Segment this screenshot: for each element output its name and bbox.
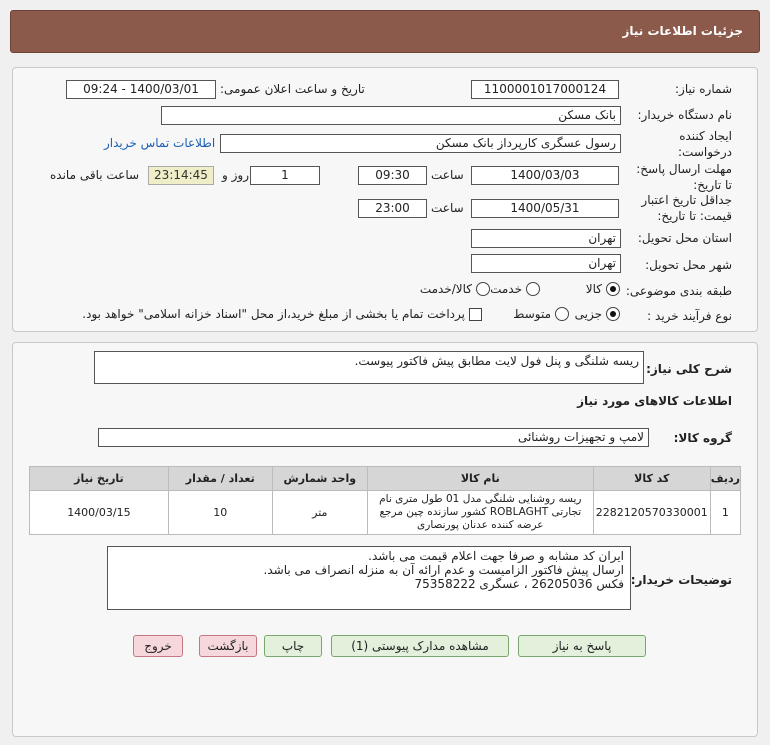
buyer-notes-field xyxy=(107,546,631,610)
need-summary-label: شرح کلی نیاز: xyxy=(646,362,732,376)
column-header: تعداد / مقدار xyxy=(168,467,272,491)
table-header-row xyxy=(30,467,741,491)
deadline-date-field: 1400/03/03 xyxy=(471,166,619,185)
price-validity-time-label: ساعت xyxy=(431,201,464,215)
back-button[interactable]: بازگشت xyxy=(199,635,257,657)
need-date: 1400/03/15 xyxy=(30,491,169,535)
buyer-org-label: نام دستگاه خریدار: xyxy=(637,108,732,122)
buyer-notes-line: ارسال پیش فاکتور الزامیست و عدم ارائه آن به منزله انصراف می باشد. xyxy=(263,563,624,577)
reply-button[interactable]: پاسخ به نیاز xyxy=(518,635,646,657)
radio-icon[interactable] xyxy=(476,282,490,296)
column-header: نام کالا xyxy=(367,467,593,491)
goods-table xyxy=(29,466,741,535)
page-header xyxy=(10,10,760,53)
column-header: واحد شمارش xyxy=(272,467,367,491)
process-type-label: نوع فرآیند خرید : xyxy=(647,309,732,323)
treasury-payment-note: پرداخت تمام یا بخشی از مبلغ خرید،از محل "اسناد خزانه اسلامی" خواهد بود. xyxy=(82,307,465,321)
creator-label: ایجاد کننده درخواست: xyxy=(678,129,732,159)
goods-info-title: اطلاعات کالاهای مورد نیاز xyxy=(577,394,732,408)
radio-icon[interactable] xyxy=(606,307,620,321)
need-summary-field: ریسه شلنگی و پنل فول لایت مطابق پیش فاکتور پیوست. xyxy=(94,351,644,384)
process-option-label: جزیی xyxy=(574,307,602,321)
deadline-time-label: ساعت xyxy=(431,168,464,182)
category-label: طبقه بندی موضوعی: xyxy=(625,284,732,298)
print-button[interactable]: چاپ xyxy=(264,635,322,657)
category-option-goods[interactable] xyxy=(586,282,620,296)
deadline-time-field: 09:30 xyxy=(358,166,427,185)
page-title: جزئیات اطلاعات نیاز xyxy=(622,24,743,38)
category-option-label: خدمت xyxy=(490,282,522,296)
category-option-service[interactable] xyxy=(490,282,540,296)
goods-code: 2282120570330001 xyxy=(593,491,710,535)
buyer-notes-line: فکس 26205036 ، عسگری 75358222 xyxy=(414,577,624,591)
goods-group-field: لامپ و تجهیزات روشنائی xyxy=(98,428,649,447)
deadline-label: مهلت ارسال پاسخ: تا تاریخ: xyxy=(636,162,732,192)
price-validity-time-field: 23:00 xyxy=(358,199,427,218)
checkbox-icon[interactable] xyxy=(469,308,482,321)
process-option-minor[interactable] xyxy=(575,307,620,321)
process-option-medium[interactable] xyxy=(513,307,569,321)
buyer-notes-line: ایران کد مشابه و صرفا جهت اعلام قیمت می باشد. xyxy=(368,549,624,563)
goods-group-label: گروه کالا: xyxy=(673,431,732,445)
quantity: 10 xyxy=(168,491,272,535)
category-option-label: کالا/خدمت xyxy=(419,282,472,296)
creator-field: رسول عسگری کارپرداز بانک مسکن xyxy=(220,134,621,153)
category-option-label: کالا xyxy=(585,282,602,296)
province-label: استان محل تحویل: xyxy=(637,231,732,245)
price-validity-date-field: 1400/05/31 xyxy=(471,199,619,218)
announce-datetime-label: تاریخ و ساعت اعلان عمومی: xyxy=(220,82,365,96)
treasury-payment-checkbox[interactable] xyxy=(82,307,482,321)
province-field: تهران xyxy=(471,229,621,248)
column-header: کد کالا xyxy=(593,467,710,491)
view-attachments-button[interactable]: مشاهده مدارک پیوستی (1) xyxy=(331,635,509,657)
announce-datetime-field: 1400/03/01 - 09:24 xyxy=(66,80,216,99)
city-field: تهران xyxy=(471,254,621,273)
radio-icon[interactable] xyxy=(555,307,569,321)
category-option-goods-service[interactable] xyxy=(420,282,490,296)
remaining-time-counter: 23:14:45 xyxy=(148,166,214,185)
buyer-notes-label: توضیحات خریدار: xyxy=(630,573,732,587)
column-header: تاریخ نیاز xyxy=(30,467,169,491)
days-remaining-field: 1 xyxy=(250,166,320,185)
goods-name: ریسه روشنایی شلنگی مدل 01 طول متری نام تجارتی ROBLAGHT کشور سازنده چین مرجع عرضه کننده عدنان پورنصاری xyxy=(367,491,593,535)
radio-icon[interactable] xyxy=(526,282,540,296)
row-index: 1 xyxy=(710,491,740,535)
city-label: شهر محل تحویل: xyxy=(645,258,732,272)
unit: متر xyxy=(272,491,367,535)
days-label: روز و xyxy=(222,168,249,182)
price-validity-label: جداقل تاریخ اعتبار قیمت: تا تاریخ: xyxy=(641,193,732,223)
remaining-time-label: ساعت باقی مانده xyxy=(50,168,140,182)
process-option-label: متوسط xyxy=(513,307,551,321)
need-number-label: شماره نیاز: xyxy=(675,82,732,96)
column-header: ردیف xyxy=(710,467,740,491)
need-number-field: 1100001017000124 xyxy=(471,80,619,99)
radio-icon[interactable] xyxy=(606,282,620,296)
exit-button[interactable]: خروج xyxy=(133,635,183,657)
table-row xyxy=(30,491,741,535)
goods-table-wrapper xyxy=(29,466,741,535)
buyer-org-field: بانک مسکن xyxy=(161,106,621,125)
buyer-contact-link[interactable]: اطلاعات تماس خریدار xyxy=(104,136,216,150)
